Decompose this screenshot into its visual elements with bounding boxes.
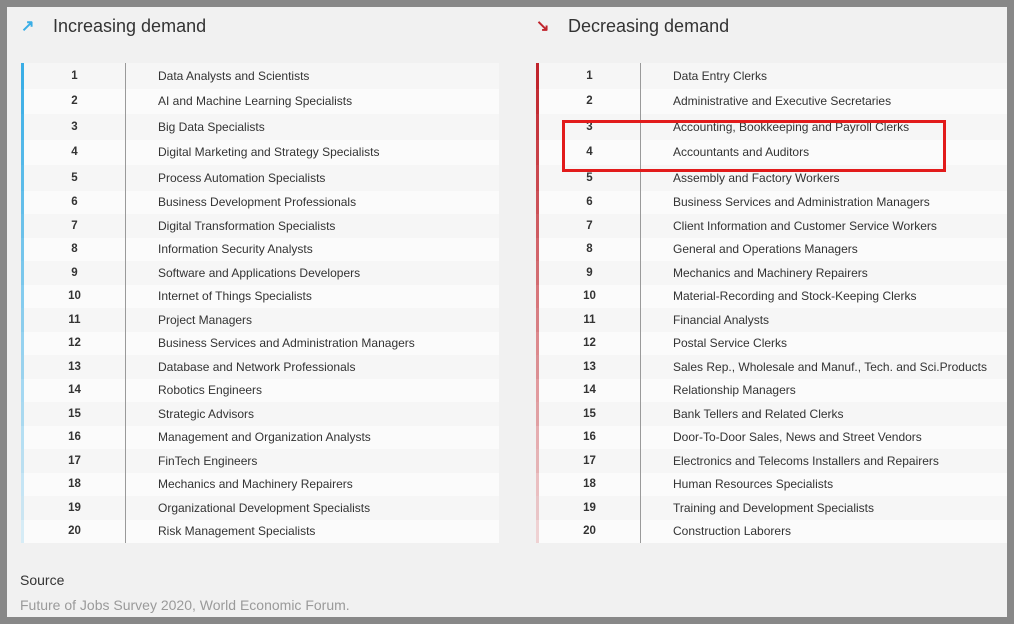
table-row <box>536 285 1007 309</box>
table-row <box>21 214 499 238</box>
table-row <box>536 449 1007 473</box>
occupation-label: Management and Organization Analysts <box>158 430 371 445</box>
table-row <box>21 114 499 140</box>
rank-number: 2 <box>71 95 78 108</box>
occupation-label: Material-Recording and Stock-Keeping Clerks <box>673 289 917 304</box>
rank-number: 1 <box>586 69 593 82</box>
occupation-label: Client Information and Customer Service Workers <box>673 218 937 233</box>
occupation-label: Digital Marketing and Strategy Specialists <box>158 145 380 160</box>
table-row <box>21 379 499 403</box>
occupation-label: FinTech Engineers <box>158 453 258 468</box>
rank-number: 3 <box>71 120 78 133</box>
rank-number: 5 <box>71 171 78 184</box>
occupation-label: Electronics and Telecoms Installers and Repairers <box>673 453 939 468</box>
table-row <box>21 165 499 191</box>
increasing-demand-table <box>21 63 499 543</box>
rank-number: 6 <box>71 196 78 209</box>
table-row <box>21 355 499 379</box>
table-row <box>21 449 499 473</box>
table-row <box>21 520 499 544</box>
occupation-label: Sales Rep., Wholesale and Manuf., Tech. and Sci.Products <box>673 359 987 374</box>
rank-number: 16 <box>583 431 596 444</box>
rank-number: 9 <box>71 266 78 279</box>
occupation-label: Business Development Professionals <box>158 195 357 210</box>
jobs-demand-figure <box>7 7 1007 617</box>
table-row <box>21 496 499 520</box>
table-row <box>536 332 1007 356</box>
occupation-label: Data Entry Clerks <box>673 68 768 83</box>
table-row <box>21 140 499 166</box>
table-row <box>536 520 1007 544</box>
rank-number: 3 <box>586 120 593 133</box>
rank-number: 14 <box>68 384 81 397</box>
rank-number: 12 <box>68 337 81 350</box>
occupation-label: Risk Management Specialists <box>158 524 316 539</box>
table-row <box>21 285 499 309</box>
table-row <box>536 89 1007 115</box>
rank-number: 19 <box>68 501 81 514</box>
decreasing-demand-title: Decreasing demand <box>568 16 730 36</box>
rank-number: 12 <box>583 337 596 350</box>
occupation-label: Construction Laborers <box>673 524 792 539</box>
table-row <box>536 261 1007 285</box>
occupation-label: Strategic Advisors <box>158 406 255 421</box>
table-row <box>21 261 499 285</box>
table-row <box>21 191 499 215</box>
rank-number: 20 <box>583 525 596 538</box>
table-row <box>21 332 499 356</box>
rank-number: 9 <box>586 266 593 279</box>
occupation-label: Training and Development Specialists <box>673 500 874 515</box>
table-row <box>21 402 499 426</box>
table-row <box>536 214 1007 238</box>
rank-number: 4 <box>586 146 593 159</box>
occupation-label: Financial Analysts <box>673 312 770 327</box>
occupation-label: Business Services and Administration Managers <box>673 195 930 210</box>
rank-number: 4 <box>71 146 78 159</box>
occupation-label: Business Services and Administration Managers <box>158 336 415 351</box>
occupation-label: Software and Applications Developers <box>158 265 361 280</box>
rank-number: 14 <box>583 384 596 397</box>
rank-number: 7 <box>586 219 593 232</box>
table-row <box>21 426 499 450</box>
rank-number: 8 <box>71 243 78 256</box>
occupation-label: Mechanics and Machinery Repairers <box>673 265 868 280</box>
rank-number: 2 <box>586 95 593 108</box>
occupation-label: Accountants and Auditors <box>673 145 810 160</box>
table-row <box>536 308 1007 332</box>
table-row <box>536 355 1007 379</box>
rank-number: 8 <box>586 243 593 256</box>
rank-number: 15 <box>68 407 81 420</box>
occupation-label: Assembly and Factory Workers <box>673 170 840 185</box>
table-row <box>21 89 499 115</box>
rank-number: 11 <box>68 313 81 326</box>
table-row <box>536 426 1007 450</box>
occupation-label: Administrative and Executive Secretaries <box>673 94 892 109</box>
occupation-label: Human Resources Specialists <box>673 477 834 492</box>
occupation-label: Robotics Engineers <box>158 383 263 398</box>
rank-number: 13 <box>583 360 596 373</box>
rank-number: 16 <box>68 431 81 444</box>
occupation-label: Internet of Things Specialists <box>158 289 312 304</box>
rank-number: 1 <box>71 69 78 82</box>
rank-number: 17 <box>68 454 81 467</box>
occupation-label: Accounting, Bookkeeping and Payroll Clerks <box>673 119 910 134</box>
occupation-label: Information Security Analysts <box>158 242 313 257</box>
highlight-box <box>562 120 946 172</box>
rank-number: 20 <box>68 525 81 538</box>
occupation-label: AI and Machine Learning Specialists <box>158 94 353 109</box>
rank-number: 10 <box>68 290 81 303</box>
table-row <box>536 402 1007 426</box>
occupation-label: Digital Transformation Specialists <box>158 218 336 233</box>
source-title: Source <box>20 572 65 588</box>
rank-number: 11 <box>583 313 596 326</box>
table-row <box>21 308 499 332</box>
rank-number: 10 <box>583 290 596 303</box>
occupation-label: Mechanics and Machinery Repairers <box>158 477 353 492</box>
increasing-demand-heading <box>21 16 206 37</box>
occupation-label: Data Analysts and Scientists <box>158 68 310 83</box>
rank-number: 15 <box>583 407 596 420</box>
table-row <box>536 496 1007 520</box>
increasing-demand-title: Increasing demand <box>53 16 207 36</box>
rank-number: 17 <box>583 454 596 467</box>
table-row <box>536 191 1007 215</box>
table-row <box>536 63 1007 89</box>
occupation-label: General and Operations Managers <box>673 242 858 257</box>
occupation-label: Relationship Managers <box>673 383 796 398</box>
occupation-label: Process Automation Specialists <box>158 170 326 185</box>
occupation-label: Postal Service Clerks <box>673 336 788 351</box>
table-row <box>536 238 1007 262</box>
arrow-down-right-icon: ↘ <box>536 17 550 35</box>
arrow-up-right-icon: ↗ <box>21 17 35 35</box>
table-row <box>21 473 499 497</box>
decreasing-demand-heading <box>536 16 729 37</box>
table-row <box>536 473 1007 497</box>
occupation-label: Project Managers <box>158 312 253 327</box>
rank-number: 5 <box>586 171 593 184</box>
occupation-label: Big Data Specialists <box>158 119 265 134</box>
rank-number: 18 <box>68 478 81 491</box>
rank-number: 19 <box>583 501 596 514</box>
occupation-label: Door-To-Door Sales, News and Street Vendors <box>673 430 922 445</box>
rank-number: 18 <box>583 478 596 491</box>
table-row <box>21 63 499 89</box>
rank-number: 7 <box>71 219 78 232</box>
rank-number: 13 <box>68 360 81 373</box>
occupation-label: Bank Tellers and Related Clerks <box>673 406 844 421</box>
rank-number: 6 <box>586 196 593 209</box>
table-row <box>536 379 1007 403</box>
occupation-label: Database and Network Professionals <box>158 359 356 374</box>
table-row <box>21 238 499 262</box>
source-text: Future of Jobs Survey 2020, World Economic Forum. <box>20 597 350 613</box>
occupation-label: Organizational Development Specialists <box>158 500 371 515</box>
